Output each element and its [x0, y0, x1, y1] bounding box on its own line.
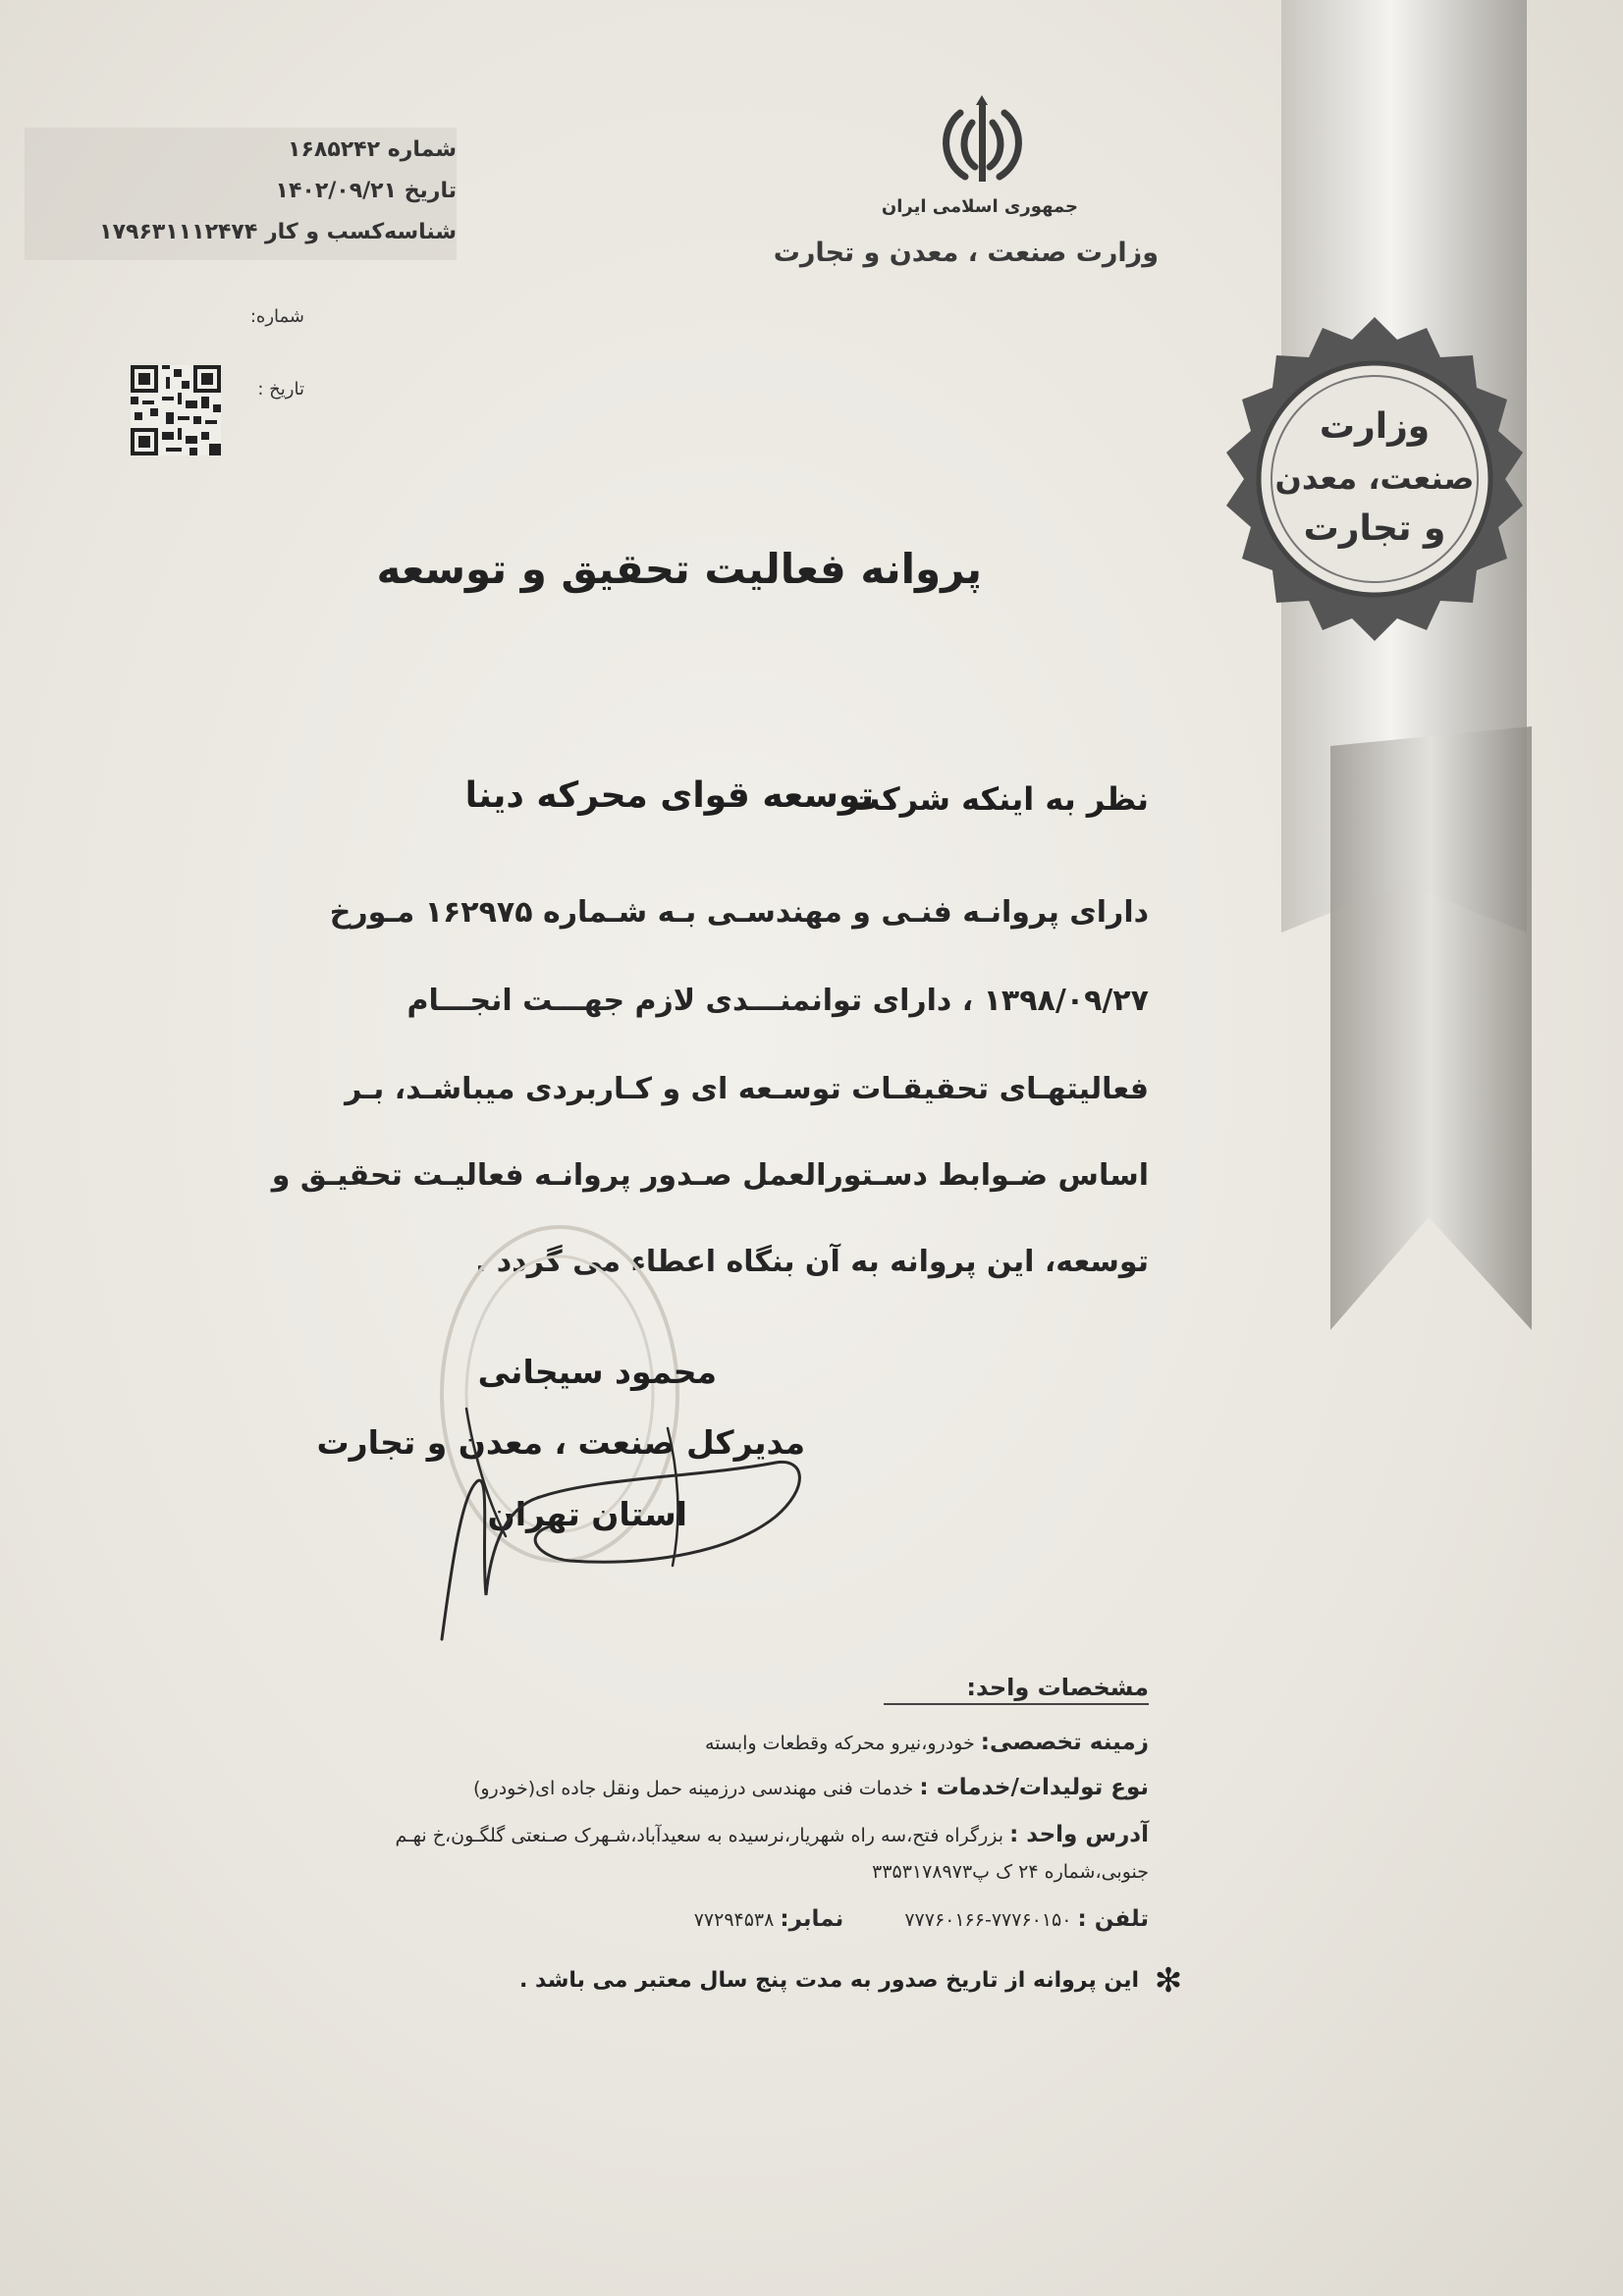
body-line-2: ۱۳۹۸/۰۹/۲۷ ، دارای توانمنـــدی لازم جهـــت انجـــام [406, 984, 1149, 1018]
address-label: آدرس واحد : [1009, 1822, 1149, 1847]
products-label: نوع تولیدات/خدمات : [919, 1775, 1149, 1800]
unit-heading: مشخصات واحد: [884, 1674, 1149, 1705]
signatory-province: استان تهران [487, 1495, 687, 1533]
seal-line-2: صنعت، معدن [1274, 459, 1475, 497]
company-prefix: نظر به اینکه شرکت [848, 780, 1149, 818]
phone-value: ۷۷۷۶۰۱۵۰-۷۷۷۶۰۱۶۶ [904, 1909, 1072, 1931]
handwritten-signature [422, 1369, 815, 1664]
address-line-1: بزرگراه فتح،سه راه شهریار،نرسیده به سعیدآباد،شـهرک صـنعتی گلگـون،خ نهـم [395, 1825, 1004, 1846]
national-emblem-icon [931, 93, 1034, 191]
date-label: تاریخ : [257, 379, 304, 400]
country-name: جمهوری اسلامی ایران [881, 196, 1078, 217]
registration-stamp [25, 128, 457, 260]
address-row [334, 1822, 1149, 1847]
ministry-seal [1193, 312, 1556, 675]
seal-line-1: وزارت [1319, 406, 1431, 447]
fax-label: نمابر: [780, 1906, 844, 1932]
body-line-5: توسعه، این پروانه به آن بنگاه اعطاء می گردد . [474, 1245, 1149, 1279]
body-line-1: دارای پروانـه فنـی و مهندسـی بـه شـماره ۱۶۲۹۷۵ مـورخ [329, 895, 1149, 930]
phone-label: تلفن : [1077, 1906, 1149, 1932]
number-label: شماره: [249, 306, 304, 327]
body-line-4: اساس ضـوابط دسـتورالعمل صـدور پروانـه فعالیـت تحقیـق و [271, 1158, 1149, 1193]
stamp-business-id: شناسه‌کسب و کار ۱۷۹۶۳۱۱۱۲۴۷۴ [99, 220, 457, 244]
seal-line-3: و تجارت [1303, 508, 1446, 549]
fax-value: ۷۷۲۹۴۵۳۸ [693, 1909, 775, 1931]
body-line-3: فعالیتهـای تحقیقـات توسـعه ای و کـاربردی میباشـد، بـر [345, 1072, 1149, 1106]
qr-code-icon [131, 365, 221, 455]
contact-row [334, 1906, 1149, 1932]
products-value: خدمات فنی مهندسی درزمینه حمل ونقل جاده ای(خودرو) [472, 1778, 914, 1799]
asterisk-icon: ✻ [1154, 1961, 1183, 2001]
products-row [334, 1775, 1149, 1800]
specialty-label: زمینه تخصصی: [980, 1730, 1149, 1755]
address-line-2: جنوبی،شماره ۲۴ ک پ۳۳۵۳۱۷۸۹۷۳ [872, 1861, 1149, 1883]
specialty-value: خودرو،نیرو محرکه وقطعات وابسته [704, 1733, 975, 1754]
stamp-date: تاریخ ۱۴۰۲/۰۹/۲۱ [275, 179, 457, 203]
document-title: پروانه فعالیت تحقیق و توسعه [376, 545, 982, 593]
stamp-number: شماره ۱۶۸۵۲۴۲ [288, 137, 457, 162]
signatory-title: مدیرکل صنعت ، معدن و تجارت [316, 1423, 805, 1462]
validity-note: این پروانه از تاریخ صدور به مدت پنج سال معتبر می باشد . [519, 1968, 1139, 1993]
ministry-name: وزارت صنعت ، معدن و تجارت [773, 238, 1159, 268]
specialty-row [334, 1730, 1149, 1755]
company-name: توسعه قوای محرکه دینا [464, 775, 874, 816]
signatory-name: محمود سیجانی [477, 1353, 717, 1391]
